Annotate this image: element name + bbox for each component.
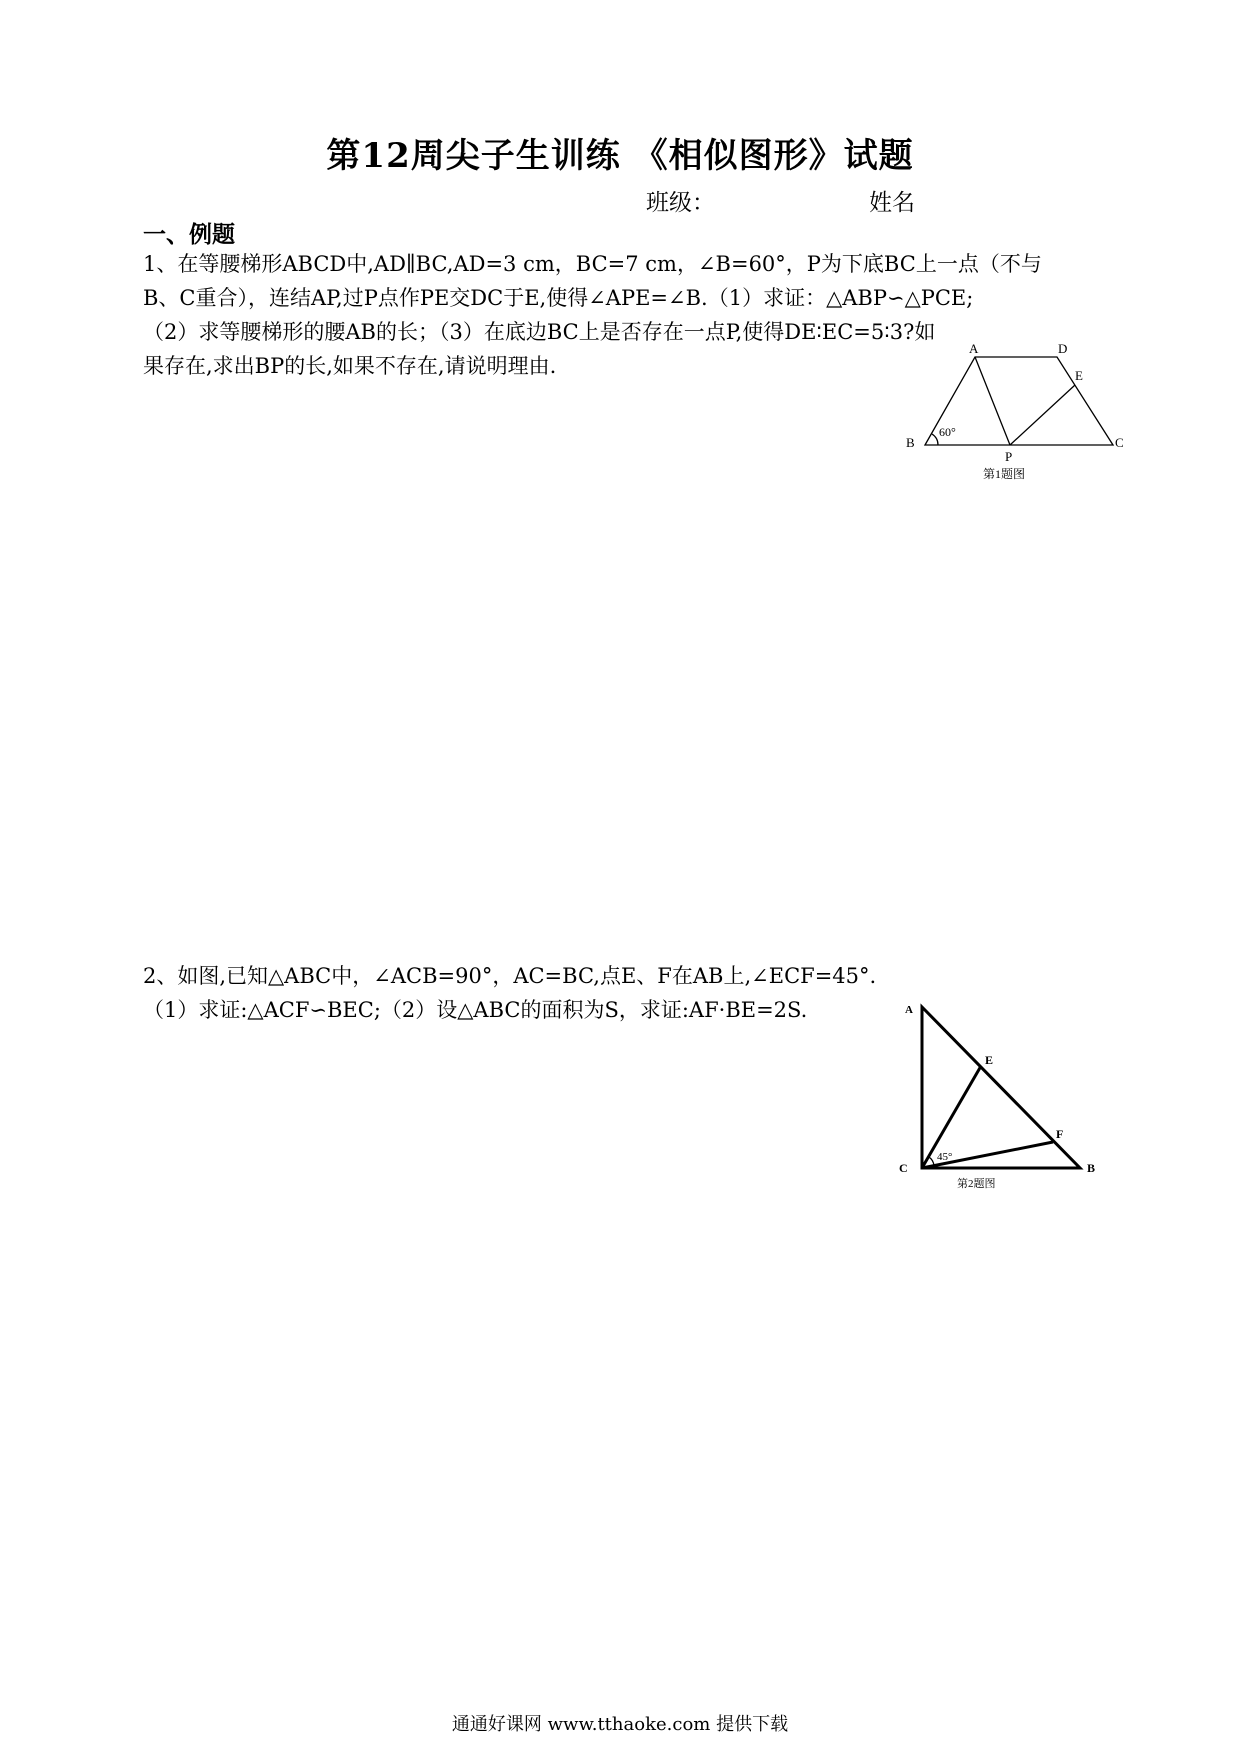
- angle-45-label: 45°: [937, 1151, 953, 1163]
- angle-60-label: 60°: [939, 425, 956, 439]
- label-b: B: [906, 435, 915, 450]
- footer-credit: 通通好课网 www.tthaoke.com 提供下载: [451, 1714, 789, 1735]
- page-title: 第12周尖子生训练 《相似图形》试题: [326, 136, 914, 176]
- label-e: E: [985, 1053, 994, 1067]
- segment-pe: [1010, 385, 1075, 445]
- label-e: E: [1075, 368, 1083, 383]
- name-label: 姓名: [869, 190, 915, 216]
- problem-1-line: （2）求等腰梯形的腰AB的长；（3）在底边BC上是否存在一点P,使得DE∶EC=5∶3?如: [143, 320, 936, 344]
- problem-2-line: （1）求证:△ACF∽BEC;（2）设△ABC的面积为S，求证:AF·BE=2S.: [143, 998, 808, 1022]
- problem-1-line: 果存在,求出BP的长,如果不存在,请说明理由.: [143, 354, 557, 378]
- figure-2-triangle: [895, 1000, 1125, 1200]
- label-a: A: [905, 1004, 913, 1016]
- figure-1-trapezoid: [895, 340, 1135, 490]
- label-c: C: [899, 1161, 908, 1175]
- problem-1-line: B、C重合），连结AP,过P点作PE交DC于E,使得∠APE=∠B.（1）求证：△ABP∽△PCE;: [143, 286, 974, 310]
- section-heading: 一、例题: [143, 221, 235, 248]
- angle-b-arc: [932, 434, 938, 445]
- problem-2-line: 2、如图,已知△ABC中，∠ACB=90°，AC=BC,点E、F在AB上,∠ECF=45°.: [143, 964, 877, 988]
- label-f: F: [1056, 1127, 1064, 1141]
- figure-1-caption: 第1题图: [983, 467, 1026, 481]
- label-d: D: [1058, 341, 1068, 356]
- problem-1-line: 1、在等腰梯形ABCD中,AD∥BC,AD=3 cm，BC=7 cm，∠B=60°，P为下底BC上一点（不与: [143, 252, 1042, 276]
- triangle-abc: [922, 1007, 1080, 1168]
- class-label: 班级：: [646, 190, 715, 216]
- label-c: C: [1115, 435, 1124, 450]
- label-p: P: [1005, 449, 1013, 464]
- label-a: A: [969, 341, 979, 356]
- segment-ap: [975, 357, 1010, 445]
- label-b: B: [1087, 1161, 1096, 1175]
- figure-2-caption: 第2题图: [957, 1178, 996, 1190]
